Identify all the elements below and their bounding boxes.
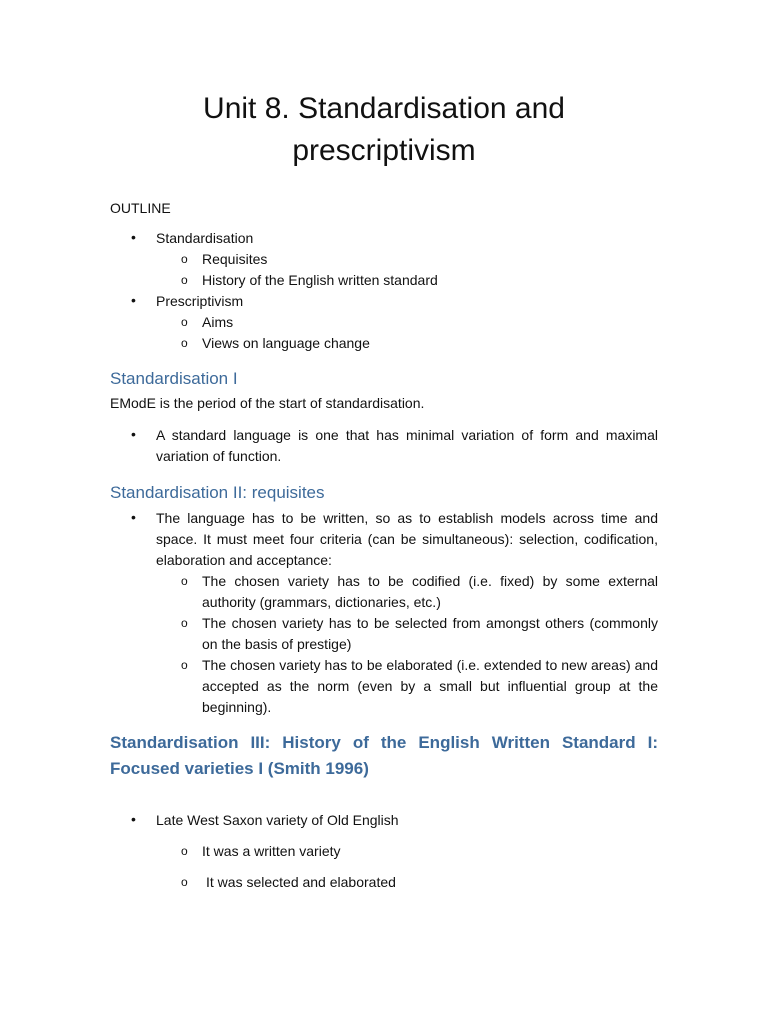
bullet-icon: • (131, 509, 136, 525)
sub-bullet-icon: o (181, 336, 188, 350)
outline-subitem: Views on language change (202, 335, 370, 351)
bullet-icon: • (131, 229, 136, 245)
outline-item: Standardisation (156, 230, 254, 246)
page-title (0, 88, 768, 172)
bullet-icon: • (131, 426, 136, 442)
sub-bullet-icon: o (181, 252, 188, 266)
section-heading: Standardisation I (110, 369, 238, 388)
sub-bullet-text: The chosen variety has to be codified (i.e. fixed) by some external authority (grammars, dictionaries, etc.) (202, 573, 658, 610)
intro-paragraph: EModE is the period of the start of standardisation. (110, 395, 425, 411)
sub-bullet-text: The chosen variety has to be selected from amongst others (commonly on the basis of prestige) (202, 615, 658, 652)
outline-subitem: History of the English written standard (202, 272, 438, 288)
sub-bullet-text: It was a written variety (202, 843, 341, 859)
outline-subitem: Requisites (202, 251, 268, 267)
sub-bullet-icon: o (181, 574, 188, 588)
outline-subitem: Aims (202, 314, 234, 330)
outline-label: OUTLINE (110, 200, 171, 216)
sub-bullet-icon: o (181, 844, 188, 858)
bullet-text: A standard language is one that has minimal variation of form and maximal variation of function. (156, 427, 658, 464)
title-line-2: prescriptivism (292, 134, 476, 167)
sub-bullet-text: It was selected and elaborated (206, 874, 396, 890)
sub-bullet-icon: o (181, 616, 188, 630)
sub-bullet-text: The chosen variety has to be elaborated (i.e. extended to new areas) and accepted as the norm (even by a small but influential group at the beginning). (202, 657, 658, 715)
sub-bullet-icon: o (181, 315, 188, 329)
bullet-icon: • (131, 811, 136, 827)
outline-item: Prescriptivism (156, 293, 244, 309)
section-heading: Standardisation II: requisites (110, 483, 325, 502)
sub-bullet-icon: o (181, 658, 188, 672)
bullet-icon: • (131, 292, 136, 308)
bullet-text: Late West Saxon variety of Old English (156, 812, 399, 828)
sub-bullet-icon: o (181, 875, 188, 889)
title-line-1: Unit 8. Standardisation and (203, 92, 565, 125)
sub-bullet-icon: o (181, 273, 188, 287)
bullet-text: The language has to be written, so as to establish models across time and space. It must meet four criteria (can be simultaneous): selection, codification, elaboration and acceptance: (156, 510, 658, 568)
section-heading: Standardisation III: History of the English Written Standard I: Focused varieties I (Smith 1996) (110, 733, 658, 778)
